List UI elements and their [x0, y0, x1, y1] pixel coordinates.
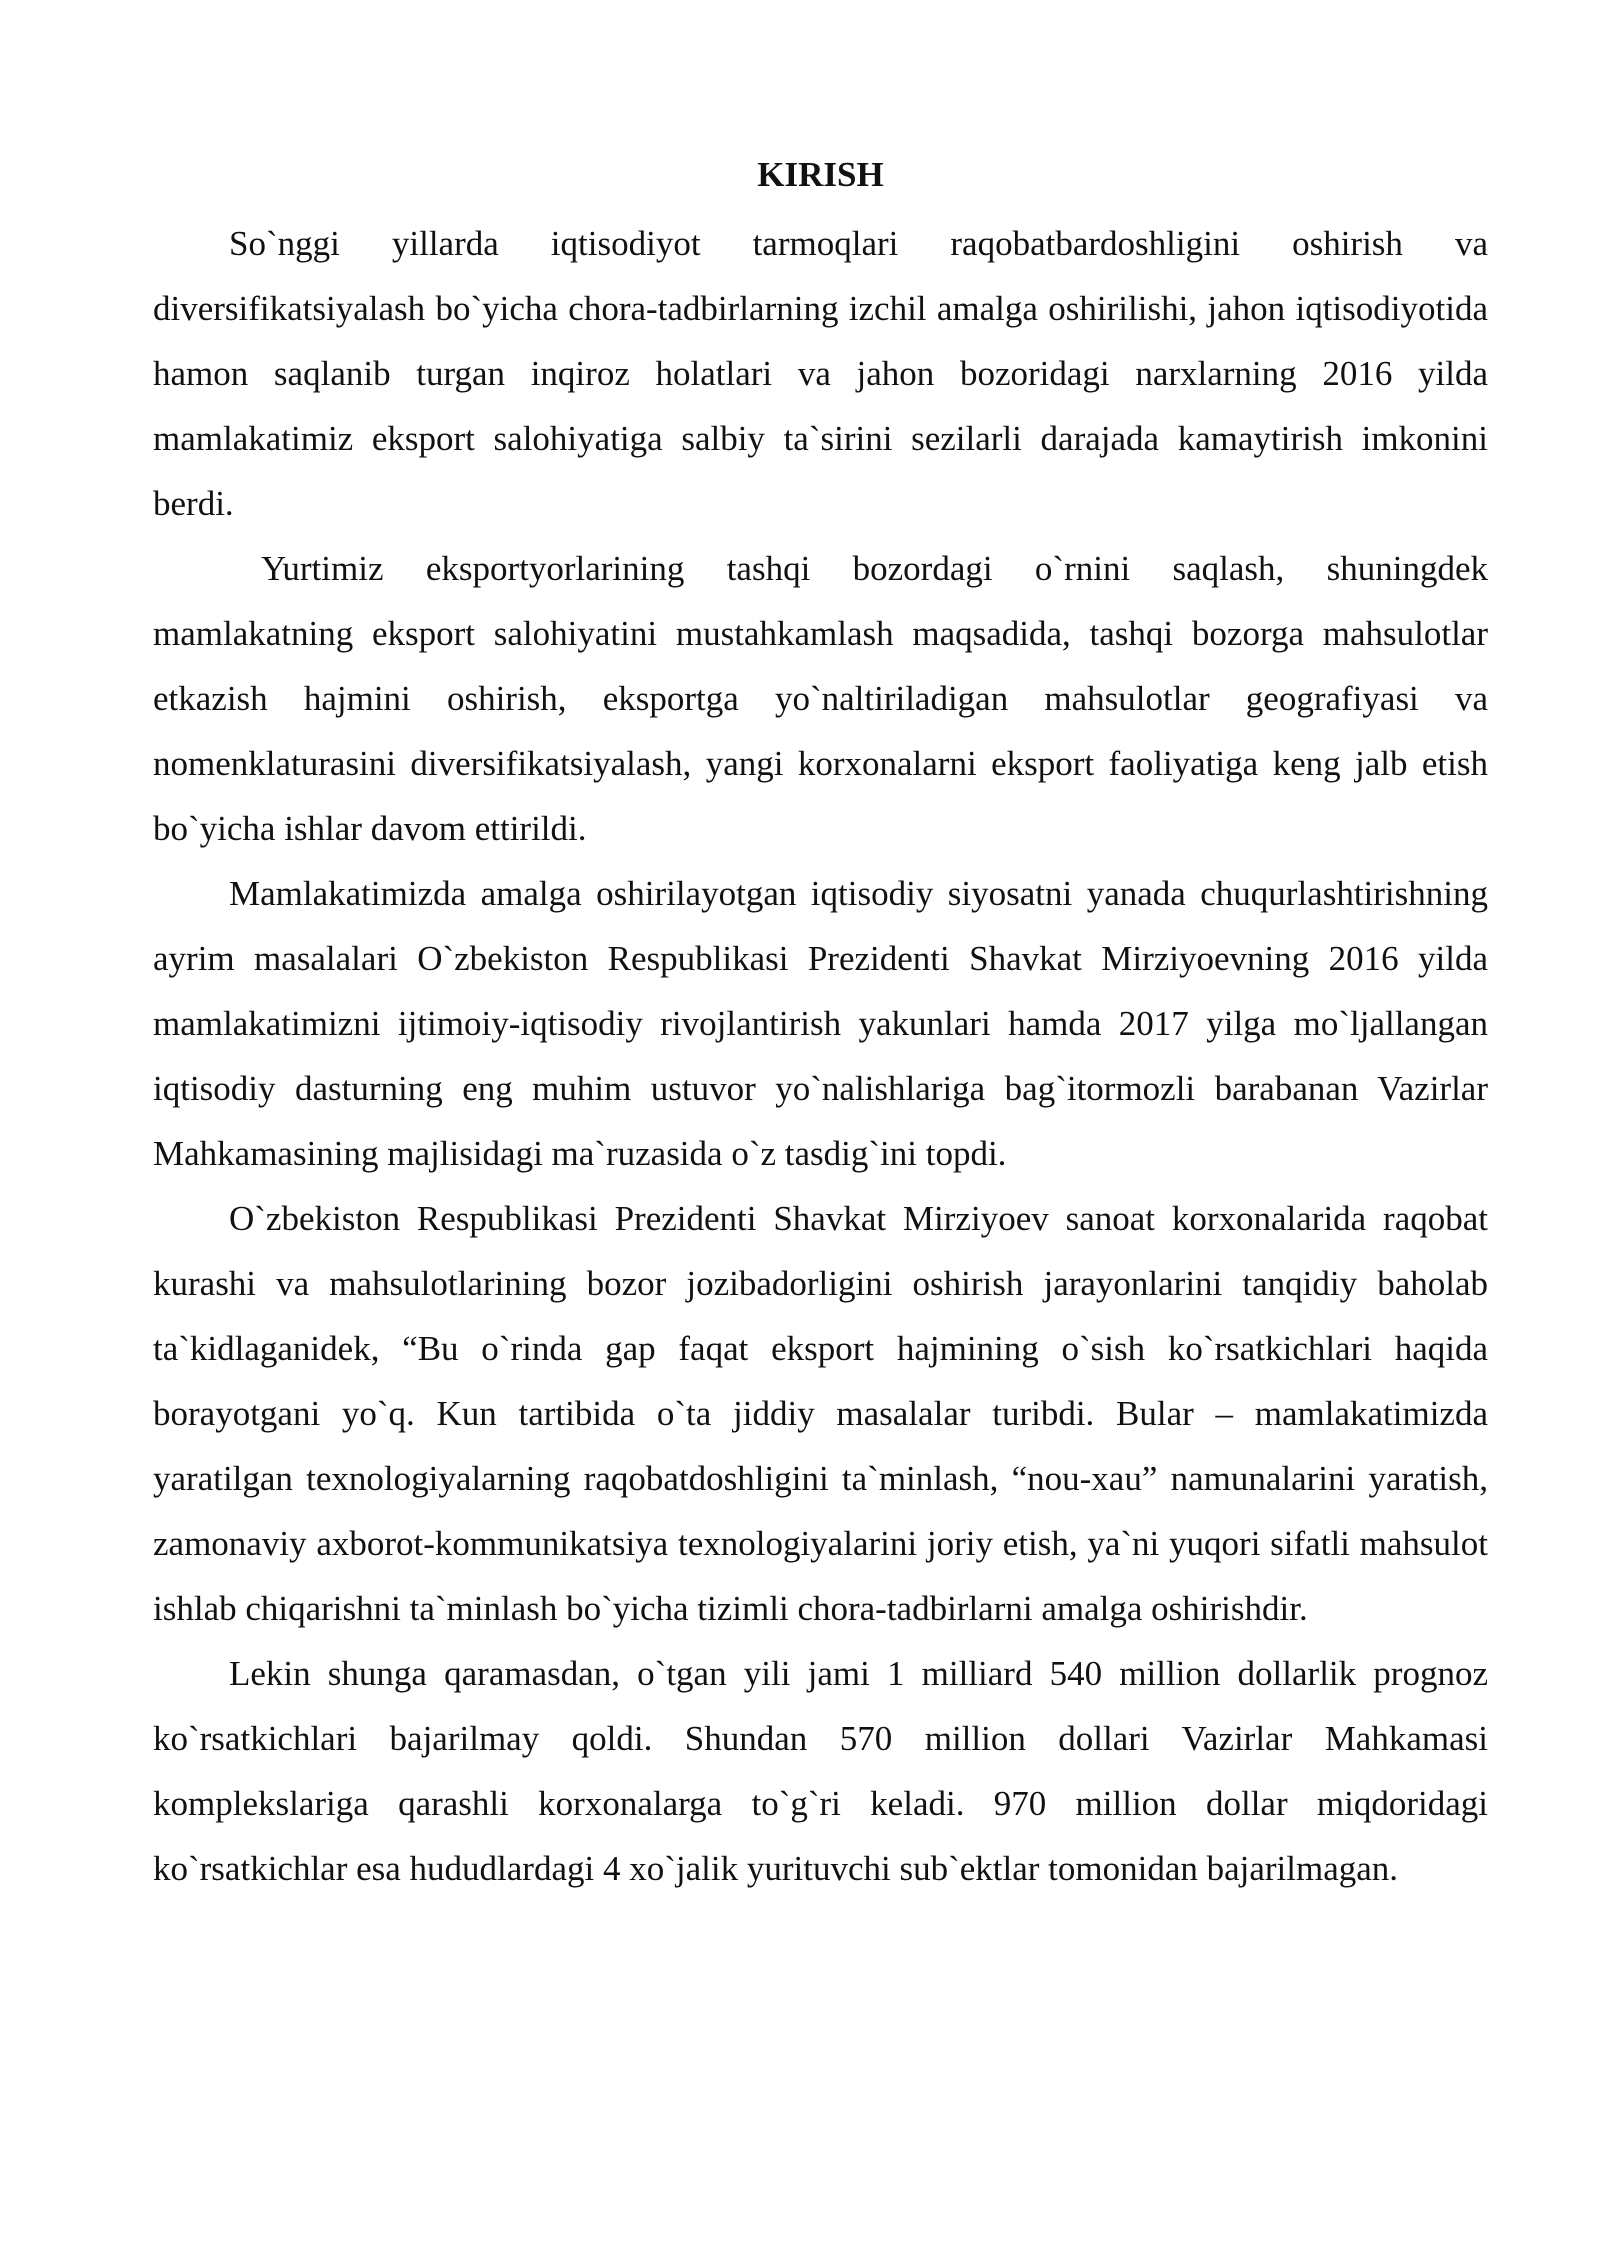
document-page: [153, 145, 1488, 1901]
paragraph-1: So`nggi yillarda iqtisodiyot tarmoqlari raqobatbardoshligini oshirish va diversifikatsiyalash bo`yicha chora-tadbirlarning izchil amalga oshirilishi, jahon iqtisodiyotida hamon saqlanib turgan inqiroz holatlari va jahon bozoridagi narxlarning 2016 yilda mamlakatimiz eksport salohiyatiga salbiy ta`sirini sezilarli darajada kamaytirish imkonini berdi.: [153, 224, 1488, 523]
section-heading: KIRISH: [757, 155, 884, 194]
paragraph-3: Mamlakatimizda amalga oshirilayotgan iqtisodiy siyosatni yanada chuqurlashtirishning ayrim masalalari O`zbekiston Respublikasi Prezidenti Shavkat Mirziyoevning 2016 yilda mamlakatimizni ijtimoiy-iqtisodiy rivojlantirish yakunlari hamda 2017 yilga mo`ljallangan iqtisodiy dasturning eng muhim ustuvor yo`nalishlariga bag`itormozli barabanan Vazirlar Mahkamasining majlisidagi ma`ruzasida o`z tasdig`ini topdi.: [153, 874, 1488, 1173]
paragraph-4: O`zbekiston Respublikasi Prezidenti Shavkat Mirziyoev sanoat korxonalarida raqobat kurashi va mahsulotlarining bozor jozibadorligini oshirish jarayonlarini tanqidiy baholab ta`kidlaganidek, “Bu o`rinda gap faqat eksport hajmining o`sish ko`rsatkichlari haqida borayotgani yo`q. Kun tartibida o`ta jiddiy masalalar turibdi. Bular – mamlakatimizda yaratilgan texnologiyalarning raqobatdoshligini ta`minlash, “nou-xau” namunalarini yaratish, zamonaviy axborot-kommunikatsiya texnologiyalarini joriy etish, ya`ni yuqori sifatli mahsulot ishlab chiqarishni ta`minlash bo`yicha tizimli chora-tadbirlarni amalga oshirishdir.: [153, 1199, 1488, 1628]
paragraph-5: Lekin shunga qaramasdan, o`tgan yili jami 1 milliard 540 million dollarlik prognoz ko`rsatkichlari bajarilmay qoldi. Shundan 570 million dollari Vazirlar Mahkamasi komplekslariga qarashli korxonalarga to`g`ri keladi. 970 million dollar miqdoridagi ko`rsatkichlar esa hududlardagi 4 xo`jalik yurituvchi sub`ektlar tomonidan bajarilmagan.: [153, 1654, 1488, 1888]
paragraph-2: Yurtimiz eksportyorlarining tashqi bozordagi o`rnini saqlash, shuningdek mamlakatning eksport salohiyatini mustahkamlash maqsadida, tashqi bozorga mahsulotlar etkazish hajmini oshirish, eksportga yo`naltiriladigan mahsulotlar geografiyasi va nomenklaturasini diversifikatsiyalash, yangi korxonalarni eksport faoliyatiga keng jalb etish bo`yicha ishlar davom ettirildi.: [153, 549, 1488, 848]
